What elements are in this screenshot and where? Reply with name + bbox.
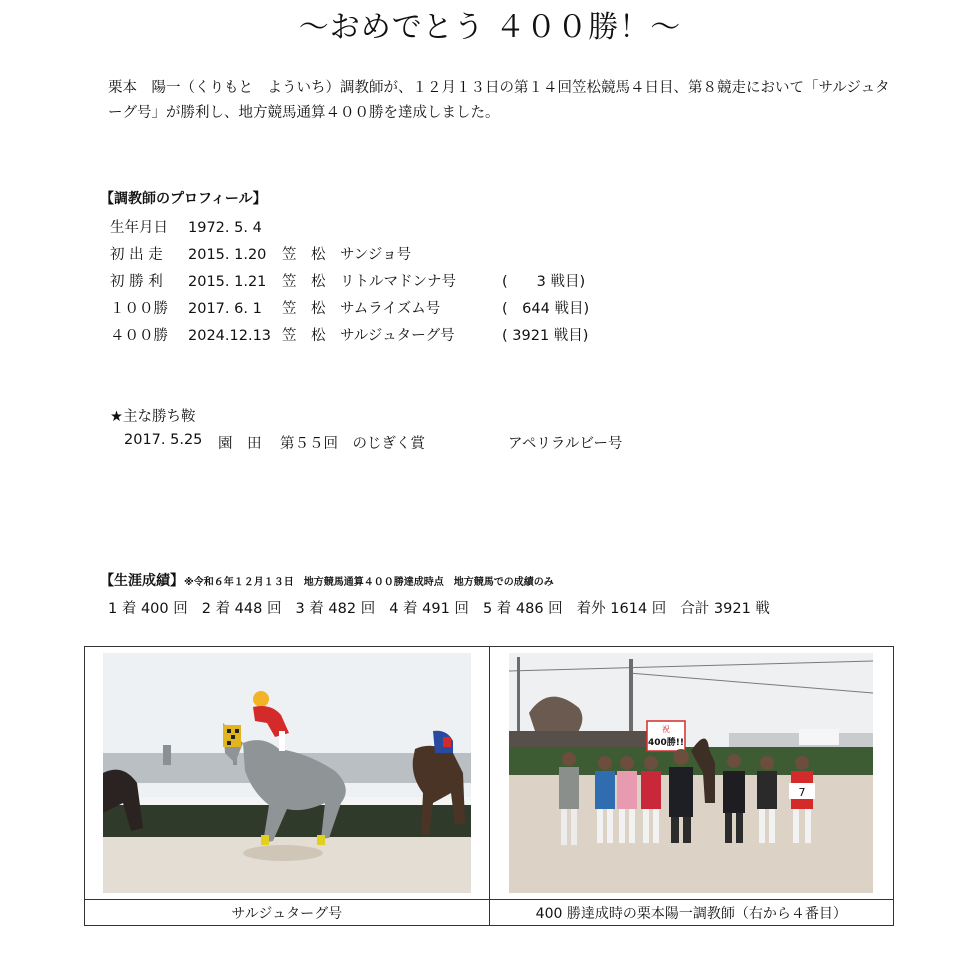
profile-race-count: ( 3921 戦目) xyxy=(502,328,589,344)
win-date: 2017. 5.25 xyxy=(124,432,203,448)
caption-horse: サルジュターグ号 xyxy=(85,900,490,926)
profile-horse: サムライズム号 xyxy=(340,301,441,317)
profile-race-count: ( 644 戦目) xyxy=(502,301,590,317)
profile-date: 2017. 6. 1 xyxy=(188,301,262,317)
ceremony-photo xyxy=(509,653,873,893)
stat-out: 着外 1614 回 xyxy=(576,601,667,617)
photo-cell-horse xyxy=(85,647,490,900)
stat-3rd: 3 着 482 回 xyxy=(295,601,376,617)
intro-paragraph xyxy=(108,76,898,126)
profile-place: 笠 松 xyxy=(282,301,326,317)
profile-horse: サンジョ号 xyxy=(340,247,412,263)
sign-line-1: 祝 xyxy=(662,725,671,734)
win-place: 園 田 xyxy=(218,436,262,452)
stat-total: 合計 3921 戦 xyxy=(680,601,770,617)
win-race: 第５５回 のじぎく賞 xyxy=(280,436,425,452)
career-note: ※令和６年１２月１３日 地方競馬通算４００勝達成時点 地方競馬での成績のみ xyxy=(184,577,554,588)
stat-5th: 5 着 486 回 xyxy=(482,601,563,617)
profile-horse: リトルマドンナ号 xyxy=(340,274,456,290)
profile-heading: 【調教師のプロフィール】 xyxy=(100,191,267,207)
profile-date: 2015. 1.20 xyxy=(188,247,267,263)
profile-label: ４００勝 xyxy=(110,328,168,344)
stat-4th: 4 着 491 回 xyxy=(389,601,469,617)
major-wins-heading: ★主な勝ち鞍 xyxy=(110,409,196,425)
photo-cell-ceremony xyxy=(489,647,893,900)
photo-table xyxy=(84,646,894,926)
page-title: ～おめでとう ４００勝！～ xyxy=(298,10,682,45)
profile-race-count: ( 3 戦目) xyxy=(502,274,586,290)
profile-label: 初 勝 利 xyxy=(110,274,163,290)
caption-ceremony: 400 勝達成時の栗本陽一調教師（右から４番目） xyxy=(489,900,893,926)
stat-2nd: 2 着 448 回 xyxy=(201,601,282,617)
profile-date: 2024.12.13 xyxy=(188,328,272,344)
profile-date: 2015. 1.21 xyxy=(188,274,267,290)
race-photo xyxy=(103,653,471,893)
stat-1st: 1 着 400 回 xyxy=(108,601,188,617)
profile-date: 1972. 5. 4 xyxy=(188,220,262,236)
career-title: 【生涯成績】 xyxy=(100,573,184,589)
sign-line-2: 400勝!! xyxy=(648,738,685,748)
profile-place: 笠 松 xyxy=(282,247,326,263)
profile-place: 笠 松 xyxy=(282,274,326,290)
profile-label: 初 出 走 xyxy=(110,247,163,263)
profile-horse: サルジュターグ号 xyxy=(340,328,455,344)
intro-text: 栗本 陽一（くりもと よういち）調教師が、１２月１３日の第１４回笠松競馬４日目、第８競走において「サルジュターグ号」が勝利し、地方競馬通算４００勝を達成しました。 xyxy=(108,80,890,121)
win-horse: アペリラルビー号 xyxy=(508,436,623,452)
profile-label: １００勝 xyxy=(110,301,168,317)
svg-text:7: 7 xyxy=(798,786,806,799)
career-heading xyxy=(100,570,554,590)
career-stats xyxy=(108,597,784,618)
profile-label: 生年月日 xyxy=(110,220,168,236)
profile-place: 笠 松 xyxy=(282,328,326,344)
